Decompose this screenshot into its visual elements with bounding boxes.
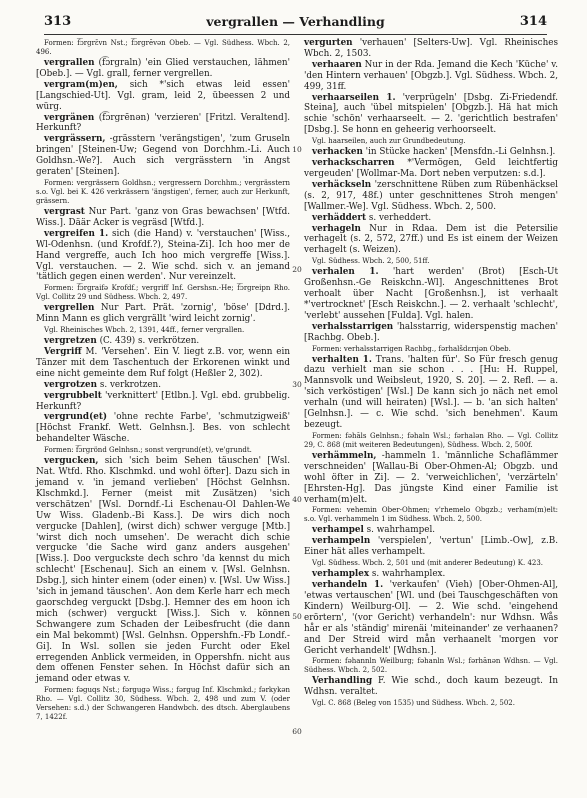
dictionary-entry [36,456,290,685]
dictionary-entry [304,322,558,344]
entry-text: (f͡ɔrgraln) 'ein Glied verstauchen, lähmen' [Obeb.]. — Vgl. grall, ferner vergrellen. [36,58,290,79]
headword: verhaarseilen 1. [312,92,396,103]
headword: vergucken, [44,456,99,467]
entry-text: -grässtern 'verängstigen', 'zum Gruseln bringen' [Steinen-Uw; Gegend von Dorchhm.-Li. Auch Goldhsn.-We?]. Auch sich vergrässtern 'in Angst geraten' [Steinen]. [36,134,290,178]
note-text: Vgl. Südhess. Wbch. 2, 500, 51ff. [312,257,430,266]
entry-text: -hammeln 1. 'männliche Schaflämmer verschneiden' [Wallau-Bi Ober-Ohmen-Al; Obgzb. und wohl öfter in Zi]. — 2. 'verweichlichen', 'verzärteln' [Ehrsten-Hg]. Das jüngste Kind einer Familie ist verham(m)elt. [304,450,558,505]
headword: verhaaren [312,59,362,70]
dictionary-entry [304,38,558,60]
dictionary-entry [36,391,290,413]
dictionary-entry [304,451,558,506]
entry-note [36,39,290,57]
entry-text: M. 'Versehen'. Ein V. liegt z.B. vor, wenn ein Tänzer mit dem Taschentuch der Erkorenen winkt und eine nicht gemeinte dem Ruf folgt (Heßler 2, 302). [36,347,290,379]
entry-text: Nur in der Rda. Jemand die Kech 'Küche' v. 'den Hintern verhauen' [Obgzb.]. Vgl. Südhess. Wbch. 2, 499, 31ff. [304,59,558,92]
dictionary-entry [304,93,558,137]
note-text: Vgl. Rheinisches Wbch. 2, 1391, 44ff., ferner vergrallen. [44,326,245,335]
dictionary-entry [36,80,290,113]
headword: vergretzen [44,336,97,347]
entry-text: Nur Part. Prät. 'zornig', 'böse' [Ddrd.]. Minn Mann es glich vergrällt 'wird leicht zornig'. [36,303,290,325]
note-text: Formen: vehemin Ober-Ohmen; v'rhemelo Obgzb.; verham(m)elt: s.o. Vgl. verhammeln 1 im Südhess. Wbch. 2, 500. [304,506,558,524]
entry-text: *'Vermögen, Geld leichtfertig vergeuden' [Wollmar-Ma. Dort neben verputzen: s.d.]. [304,158,558,179]
note-text: Formen: fəguqs Nst.; fərgugə Wiss.; fərgug Inf. Klschmkd.; fərkykən Rho. — Vgl. Collitz 30, Südhess. Wbch. 2, 498 und zum V. (oder Versehen: s.d.) der Schwangeren Handwbch. des dtsch. Aberglaubens 7, 1422f. [36,686,290,722]
dictionary-entry [36,336,290,347]
dictionary-entry [36,229,290,284]
headword: verhampel [312,525,364,536]
line-number-10: 10 [292,145,302,154]
headword: verhämmeln, [312,450,377,461]
headword: verhageln [312,223,361,234]
left-column [36,38,290,723]
headword: vergrund(et) [44,412,108,423]
headword: verhamplex [312,569,370,580]
entry-note [304,699,558,708]
note-text: Formen: verhalsstarrigen Rachbg., fərhalšdɛrɪjən Obeb. [312,344,511,353]
headword: verhampeln [312,536,371,547]
headword: vergränen [44,112,95,123]
entry-note [304,432,558,450]
headword: verhandeln 1. [312,580,384,591]
entry-text: (f͡ɔrgrēnən) 'verzieren' [Fritzl. Veraltend]. Herkunft? [36,112,290,134]
entry-text: 'verhauen' [Selters-Uw]. Vgl. Rheinisches Wbch. 2, 1503. [304,38,558,59]
headword: verhäddert [312,212,367,223]
dictionary-entry [36,58,290,80]
note-text: Formen: f͡ɔrgrɛ̄vn Nst.; f͡ɔrgrēvən Obeb. — Vgl. Südhess. Wbch. 2, 496. [36,39,290,56]
note-text: Formen: f͡ɔrgrönd Gelnhsn.; sonst vergrund(et), ve'grundt. [44,446,252,455]
headword: vergrallen [44,58,95,68]
dictionary-entry [36,347,290,380]
entry-text: sich *'sich etwas leid essen' [Langschied-Ut]. Vgl. gram, leid 2, übeessen 2 und würg. [36,79,290,112]
headword: vergrast [44,206,85,217]
headword: vergreifen 1. [44,228,109,239]
entry-note [304,559,558,568]
entry-note [36,446,290,455]
headword: verhalsstarrigen [312,321,394,332]
entry-text: 'zerschnittene Rüben zum Rübenhäcksel (s. 2, 917, 48f.) unter geschnittenes Stroh mengen' [Wallmer.-We]. Vgl. Südhess. Wbch. 2, 500. [304,179,558,212]
entry-text: 'ohne rechte Farbe', 'schmutzigweiß' [Höchst Frankf. Wett. Gelnhsn.]. Bes. von schlecht behandelter Wäsche. [36,412,290,445]
headword: vergrellen [44,303,95,314]
entry-text: 'hart werden' (Brot) [Esch-Ut Großenhsn.-Ge Reiskchn.-Wl]. Angeschnittenes Brot verhoalt über Nacht [Großenhsn.], ist verhaalt *'vertrocknet' [Esch Reiskchn.]. — 2. verhaalt 'schlecht', 'verlebt' aussehen [Fulda]. Vgl. halen. [304,267,558,321]
entry-note [36,686,290,722]
dictionary-entry [304,676,558,698]
headword: vergram(m)en, [44,79,118,90]
line-number-30: 30 [292,380,302,389]
entry-text: 'verknittert' [Etlbn.]. Vgl. ebd. grubbelig. Herkunft? [36,390,290,412]
dictionary-entry [36,412,290,445]
entry-note [36,179,290,206]
entry-text: sich (die Hand) v. 'verstauchen' [Wiss., Wl-Odenhsn. (und Krofdf.?), Steina-Zi]. Ich hoo mer de Hand vergreffe, auch Ich hoo mich vergreffe [Wiss.]. Vgl. verstauchen. — 2. Wie schd. sich v. an jemand 'tätlich gegen einen werden'. Nur vereinzelt. [36,228,291,283]
headword: Verhandling [312,676,373,687]
dictionary-entry [36,134,290,178]
entry-text: Nur Part. 'ganz von Gras bewachsen' [Wtfd. Wiss.]. Däär Acker is vegräsd [Wtfd.]. [36,206,290,228]
headword: verhalten 1. [312,354,372,365]
dictionary-entry [304,569,558,580]
entry-text: 'verkaufen' (Vieh) [Ober-Ohmen-Al], 'etwas vertauschen' [Wl. und (bei Tauschgeschäften von Kindern) Weilburg-Ol]. — 2. Wie schd. 'eingehend erörtern', '(vor Gericht) verhandeln': nur Wdhsn. Wås hår er als 'ständig' mirenäi 'miteinander' ze verhaanen? and Der Streid wird mån verhaanelt 'morgen vor Gericht verhandelt' [Wdhsn.]. [304,580,558,656]
dictionary-entry [304,60,558,93]
dictionary-entry [36,113,290,135]
left-page-number: 313 [44,14,72,29]
line-number-20: 20 [292,265,302,274]
entry-text: (C. 439) s. verkrötzen. [96,336,200,347]
note-text: Formen: fəhāls Gelnhsn.; fəhaln Wsl.; fərhalən Rho. — Vgl. Collitz 29, C. 868 (mit weiteren Bedeutungen), Südhess. Wbch. 2, 500f. [304,431,558,449]
right-page-number: 314 [519,14,547,29]
entry-note [304,657,558,675]
line-number-60: 60 [292,727,302,736]
line-number-40: 40 [292,495,302,504]
dictionary-entry [304,525,558,536]
dictionary-entry [304,267,558,322]
dictionary-entry [304,536,558,558]
running-title: vergrallen — Verhandling [206,14,385,29]
headword: verhackscharren [312,158,395,169]
entry-note [304,506,558,524]
dictionary-entry [304,580,558,656]
entry-note [304,137,558,146]
note-text: Formen: vergrässern Goldhsn.; vergressern Dorchhm.; vergrässtern s.o. Vgl. bei K. 426 verkrässern 'ängstigen', ferner, auch zur Herkunft, grässern. [36,178,290,205]
line-number-50: 50 [292,612,302,621]
entry-text: s. wahrhamplex. [369,569,446,580]
dictionary-entry [304,147,558,158]
entry-note [304,257,558,266]
entry-text: Nur in Rdaa. Dem ist die Petersilie verhagelt (s. 2, 572, 27ff.) und Es ist einem der Weizen verhagelt (s. Weizen). [304,223,558,256]
note-text: Vgl. C. 868 (Beleg von 1535) und Südhess. Wbch. 2, 502. [312,699,515,708]
entry-text: Trans. 'halten für'. So Für fresch genug dazu verhielt man sie schon . . . [Hu: H. Ruppel, Mannsvolk und Weibsleut, 1920, S. 20]. — 2. Refl. — a. 'sich verköstigen' [Wsl.] De kann sich jo näch net emol verhaln (und will heiraten) [Wsl.]. — b. 'an sich halten' [Gelnhsn.]. — c. Wie schd. 'sich benehmen'. Kaum bezeugt. [304,354,558,430]
note-text: Formen: f͡ɔrgraifə Krofdf.; vergriff Inf. Gershsn.-He; f͡ɔrgreipn Rho. Vgl. Collitz 29 und Südhess. Wbch. 2, 497. [36,284,290,302]
note-text: Formen: fəhannln Weilburg; fəhanln Wsl.; fərhānən Wdhsn. — Vgl. Südhess. Wbch. 2, 502. [304,657,558,675]
headword: verhacken [312,147,363,158]
dictionary-entry [304,213,558,224]
dictionary-entry [36,207,290,229]
page-header [44,14,547,32]
headword: vergrotzen [44,379,98,390]
entry-text: F. Wie schd., doch kaum bezeugt. In Wdhsn. veraltet. [304,676,558,698]
entry-text: 'halsstarrig, widerspenstig machen' [Rachbg. Obeb.]. [304,321,558,343]
headword: Vergriff [44,347,82,358]
entry-text: 'verprügeln' [Dsbg. Zi-Friedendf. Steina], auch 'übel mitspielen' [Obgzb.]. Hä hat mich schie 'schön' verhaarseelt. — 2. 'gerichtlich bestrafen' [Dsbg.]. Se honn en geheerig verhoorseelt. [304,92,558,136]
headword: verhäckseln [312,179,372,190]
dictionary-entry [304,180,558,213]
entry-text: s. verkrotzen. [97,379,162,390]
entry-text: 'verspielen', 'vertun' [Limb.-Ow], z.B. Einer hät alles verhampelt. [304,536,558,558]
entry-text: s. wahrhampel. [363,525,436,536]
entry-text: sich 'sich beim Sehen täuschen' [Wsl. Nat. Wtfd. Rho. Klschmkd. und wohl öfter]. Dazu sich in jemand v. 'in jemand verlieben' [Höchst Gelnhsn. Klschmkd.]. Ferner (meist mit Zusätzen) 'sich verschätzen' [Wsl. Dorndf.-Li Eschenau-Ol Dahlen-We Uw Wiss. Gladenb.-Bi Kass.]. De wirs dich noch vergucke [Dahlen], (wirst dich) schwer verguge [Mtb.] 'wirst dich noch umsehen'. De weracht dich schie vergucke 'die Sache wird ganz anders ausgehen' [Wiss.]. Doo verguckste dech schro 'da kennst du mich schlecht' [Eschenau]. Sich an einem v. [Wsl. Gelnhsn. Dsbg.], sich hinter einem (oder einen) v. [Wsl. Uw Wiss.] 'sich in jemand täuschen'. Aon dem Kerle harr ech mech gaorschdeg verguckt [Dsbg.]. Hemner des em hoon ich mich (schwer) verguckt [Wiss.]. Sich v. können Schwangere zum Schaden der Leibesfrucht (die dann ein Mal bekommt) [Wsl. Gelnhsn. Oppershfn.-Fb Londf.-Gi]. In Wsl. sollen sie jeden Furcht oder Ekel erregenden Anblick vermeiden, in Oppershfn. nicht aus dem offenen Fenster sehen. In Höchst dafür sich an jemand oder etwas v. [36,456,290,685]
dictionary-entry [304,224,558,257]
entry-note [36,326,290,335]
entry-text: 'in Stücke hacken' [Mensfdn.-Li Gelnhsn.]. [362,147,556,158]
entry-text: s. verheddert. [366,212,432,223]
headword: vergurten [304,38,353,48]
dictionary-entry [304,355,558,431]
headword: vergrubbelt [44,390,102,401]
note-text: Vgl. haarseilen, auch zur Grundbedeutung. [312,137,466,146]
note-text: Vgl. Südhess. Wbch. 2, 501 und (mit anderer Bedeutung) K. 423. [312,559,544,568]
headword: vergrässern, [44,134,106,145]
dictionary-entry [304,158,558,180]
entry-note [36,284,290,302]
headword: verhalen 1. [312,267,379,278]
dictionary-entry [36,303,290,325]
header-rule [44,34,547,35]
dictionary-entry [36,380,290,391]
entry-note [304,345,558,354]
right-column [304,38,558,709]
